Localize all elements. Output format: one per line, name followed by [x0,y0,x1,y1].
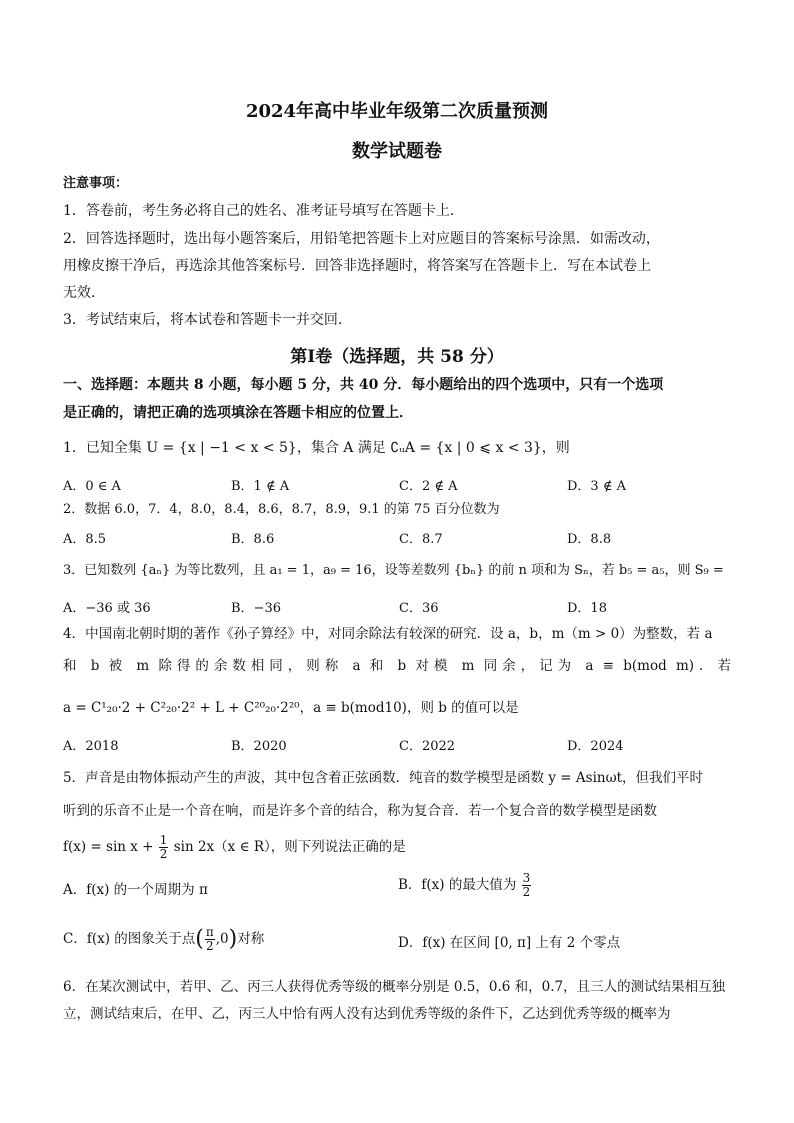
q5-option-c [63,922,264,957]
note-2-line-3: 无效． [63,285,105,301]
q1-option-d: D．3 ∉ A [567,479,626,494]
q4-line-1: 4．中国南北朝时期的著作《孙子算经》中，对同余除法有较深的研究．设 a，b，m（m > 0）为整数，若 a [63,626,713,642]
q5-fraction-half [159,834,169,861]
q5-option-c-fraction [205,926,215,953]
q3-stem: 3．已知数列 {aₙ} 为等比数列，且 a₁ = 1，a₉ = 16，设等差数列 {bₙ} 的前 n 项和为 Sₙ，若 b₅ = a₅，则 S₉ = [63,563,724,578]
q5-option-c-left-paren: ( [195,926,204,952]
q5-option-c-denominator: 2 [205,939,214,953]
q5-option-c-text: C．f(x) 的图象关于点 [63,931,196,947]
q2-option-c: C．8.7 [399,532,443,547]
q5-option-b-fraction [522,872,532,899]
q1-option-c: C．2 ∉ A [399,479,458,494]
notes-heading: 注意事项： [63,176,129,191]
note-1: 1．答卷前，考生务必将自己的姓名、准考证号填写在答题卡上． [63,203,464,219]
exam-title: 2024年高中毕业年级第二次质量预测 [245,101,549,122]
section-intro-line-1: 一、选择题：本题共 8 小题，每小题 5 分，共 40 分．每小题给出的四个选项中，只有一个选项 [63,377,664,393]
q3-option-a: A．−36 或 36 [63,601,151,616]
q5-option-b-text: B．f(x) 的最大值为 [398,877,517,893]
q1-option-b: B．1 ∉ A [231,479,290,494]
section-intro-line-2: 是正确的，请把正确的选项填涂在答题卡相应的位置上． [63,405,413,421]
q2-stem: 2．数据 6.0，7．4，8.0，8.4，8.6，8.7，8.9，9.1 的第 75 百分位数为 [63,502,500,517]
q5-option-a: A．f(x) 的一个周期为 π [63,882,208,898]
note-2-line-1: 2．回答选择题时，选出每小题答案后，用铅笔把答题卡上对应题目的答案标号涂黑．如需改动， [63,231,660,247]
q5-option-b-denominator: 2 [522,885,531,899]
section-title: 第Ⅰ卷（选择题，共 58 分） [290,347,504,367]
q1-option-a: A．0 ∈ A [63,479,121,494]
q4-option-a: A．2018 [63,739,119,754]
q5-option-b-numerator: 3 [522,871,531,885]
q5-line-3 [63,830,406,864]
q5-line-2: 听到的乐音不止是一个音在响，而是许多个音的结合，称为复合音．若一个复合音的数学模型是函数 [63,803,657,819]
q4-option-c: C．2022 [399,739,456,754]
q5-option-d: D．f(x) 在区间 [0, π] 上有 2 个零点 [398,935,621,951]
q6-line-2: 立，测试结束后，在甲、乙，丙三人中恰有两人没有达到优秀等级的条件下，乙达到优秀等级的概率为 [63,1006,671,1022]
q4-line-3: a = C¹₂₀·2 + C²₂₀·2² + L + C²⁰₂₀·2²⁰，a ≡ b(mod10)，则 b 的值可以是 [63,700,519,716]
q4-line-2: 和 b 被 m 除得的余数相同，则称 a 和 b 对模 m 同余，记为 a ≡ b(mod m)．若 [63,658,731,674]
q5-function-suffix: sin 2x（x ∈ R），则下列说法正确的是 [173,839,406,855]
q5-fraction-denominator: 2 [159,847,168,861]
q5-function-prefix: f(x) = sin x + [63,839,154,855]
q2-option-a: A．8.5 [63,532,107,547]
note-2-line-2: 用橡皮擦干净后，再选涂其他答案标号．回答非选择题时，将答案写在答题卡上．写在本试卷上 [63,258,651,274]
q6-line-1: 6．在某次测试中，若甲、乙、丙三人获得优秀等级的概率分别是 0.5，0.6 和，0.7，且三人的测试结果相互独 [63,979,726,995]
note-3: 3．考试结束后，将本试卷和答题卡一并交回． [63,312,352,328]
q3-option-d: D．18 [567,601,607,616]
q4-option-b: B．2020 [231,739,287,754]
q5-option-b [398,868,532,902]
q5-line-1: 5．声音是由物体振动产生的声波，其中包含着正弦函数．纯音的数学模型是函数 y = Asinωt，但我们平时 [63,770,704,786]
q3-option-b: B．−36 [231,601,281,616]
q5-option-c-zero: ,0 [215,931,229,947]
q2-option-b: B．8.6 [231,532,275,547]
exam-subtitle: 数学试题卷 [352,141,442,162]
q5-fraction-numerator: 1 [159,833,168,847]
q5-option-c-tail: 对称 [237,931,265,947]
q5-option-c-numerator: π [205,925,214,939]
q4-option-d: D．2024 [567,739,624,754]
q2-option-d: D．8.8 [567,532,612,547]
q1-stem: 1．已知全集 U = {x | −1 < x < 5}，集合 A 满足 ∁ᵤA = {x | 0 ⩽ x < 3}，则 [63,440,570,456]
q5-option-c-right-paren: ) [228,926,238,952]
q3-option-c: C．36 [399,601,439,616]
